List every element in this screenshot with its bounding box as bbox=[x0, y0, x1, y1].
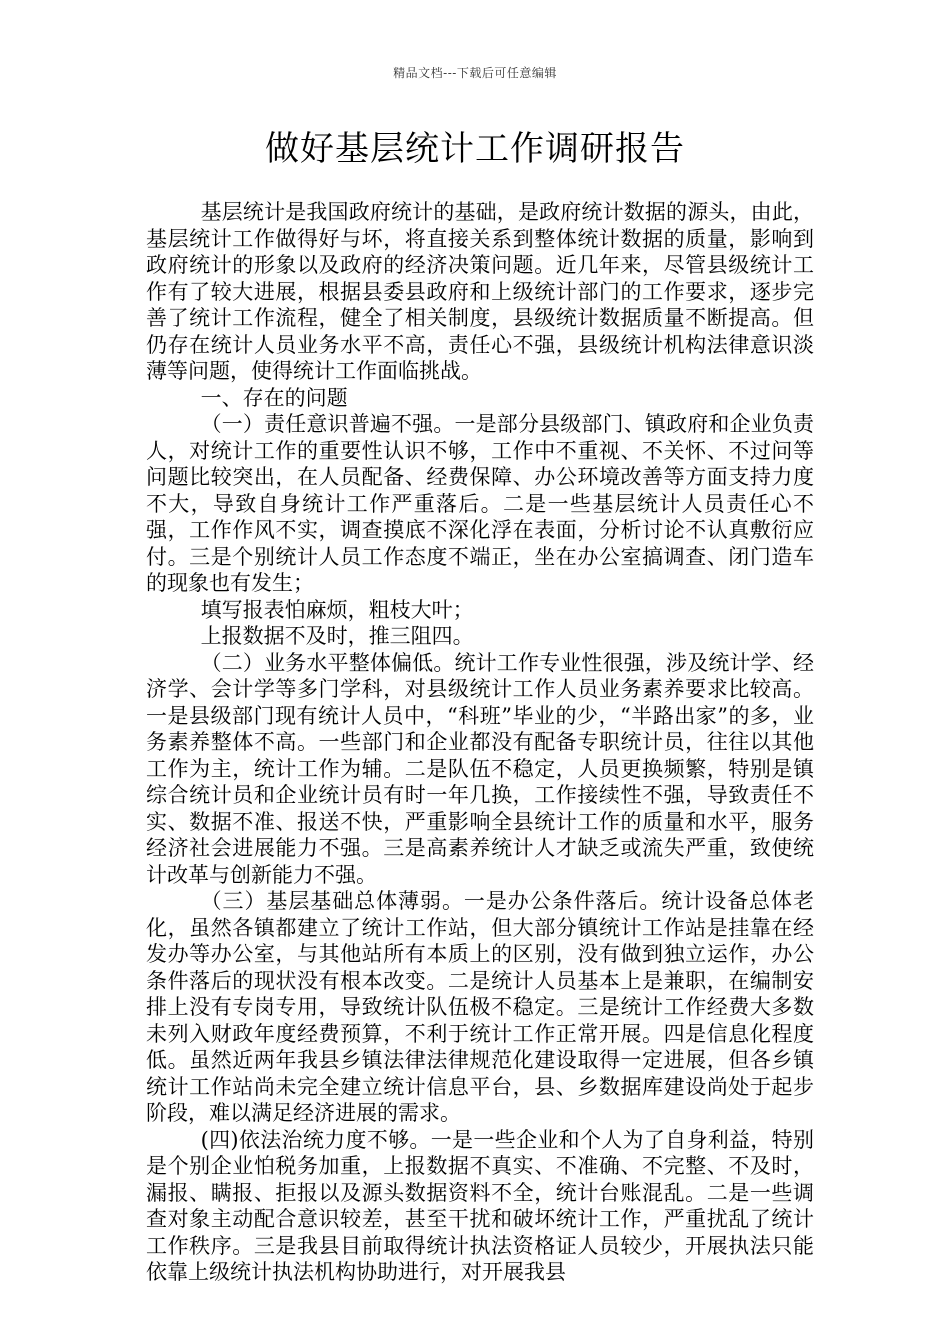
document-body bbox=[146, 199, 814, 1286]
section-heading-problems: 一、存在的问题 bbox=[200, 385, 348, 410]
paragraph-rule-of-law: (四)依法治统力度不够。一是一些企业和个人为了自身利益，特别是个别企业怕税务加重，上报数据不真实、不准确、不完整、不及时，漏报、瞒报、拒报以及源头数据资料不全，统计台账混乱。二是一些调查对象主动配合意识较差，甚至干扰和破坏统计工作，严重扰乱了统计工作秩序。三是我县目前取得统计执法资格证人员较少，开展执法只能依靠上级统计执法机构协助进行，对开展我县 bbox=[146, 1127, 814, 1284]
header-note: 精品文档---下载后可任意编辑 bbox=[393, 66, 557, 80]
paragraph-responsibility-cont-1: 填写报表怕麻烦，粗枝大叶； bbox=[200, 597, 474, 622]
paragraph-business-level: （二）业务水平整体偏低。统计工作专业性很强，涉及统计学、经济学、会计学等多门学科，对县级统计工作人员业务素养要求比较高。一是县级部门现有统计人员中，“科班”毕业的少，“半路出家”的多，业务素养整体不高。一些部门和企业都没有配备专职统计员，往往以其他工作为主，统计工作为辅。二是队伍不稳定，人员更换频繁，特别是镇综合统计员和企业统计员有时一年几换，工作接续性不强，导致责任不实、数据不准、报送不快，严重影响全县统计工作的质量和水平，服务经济社会进展能力不强。三是高素养统计人才缺乏或流失严重，致使统计改革与创新能力不强。 bbox=[146, 650, 814, 887]
paragraph-responsibility-cont-2: 上报数据不及时，推三阻四。 bbox=[200, 624, 474, 648]
paragraph-intro: 基层统计是我国政府统计的基础，是政府统计数据的源头，由此，基层统计工作做得好与坏，将直接关系到整体统计数据的质量，影响到政府统计的形象以及政府的经济决策问题。近几年来，尽管县级统计工作有了较大进展，根据县委县政府和上级统计部门的工作要求，逐步完善了统计工作流程，健全了相关制度，县级统计数据质量不断提高。但仍存在统计人员业务水平不高，责任心不强，县级统计机构法律意识淡薄等问题，使得统计工作面临挑战。 bbox=[146, 200, 814, 383]
document-title: 做好基层统计工作调研报告 bbox=[265, 129, 685, 169]
paragraph-grassroots-foundation: （三）基层基础总体薄弱。一是办公条件落后。统计设备总体老化，虽然各镇都建立了统计工作站，但大部分镇统计工作站是挂靠在经发办等办公室，与其他站所有本质上的区别，没有做到独立运作，办公条件落后的现状没有根本改变。二是统计人员基本上是兼职，在编制安排上没有专岗专用，导致统计队伍极不稳定。三是统计工作经费大多数未列入财政年度经费预算，不利于统计工作正常开展。四是信息化程度低。虽然近两年我县乡镇法律法律规范化建设取得一定进展，但各乡镇统计工作站尚未完全建立统计信息平台，县、乡数据库建设尚处于起步阶段，难以满足经济进展的需求。 bbox=[146, 889, 814, 1125]
paragraph-responsibility: （一）责任意识普遍不强。一是部分县级部门、镇政府和企业负责人，对统计工作的重要性认识不够，工作中不重视、不关怀、不过问等问题比较突出，在人员配备、经费保障、办公环境改善等方面支持力度不大，导致自身统计工作严重落后。二是一些基层统计人员责任心不强，工作作风不实，调查摸底不深化浮在表面，分析讨论不认真敷衍应付。三是个别统计人员工作态度不端正，坐在办公室搞调查、闭门造车的现象也有发生； bbox=[146, 412, 814, 595]
